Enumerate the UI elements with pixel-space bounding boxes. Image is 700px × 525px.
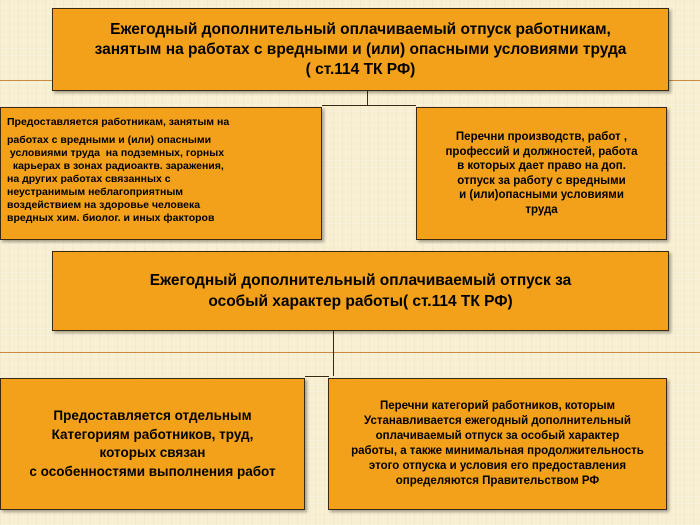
left-upper-line: Предоставляется работникам, занятым на <box>7 116 230 128</box>
left-lower-text <box>29 407 275 481</box>
right-upper-box <box>416 107 667 240</box>
right-lower-line: Перечни категорий работников, которым <box>379 400 616 412</box>
connector-top-branch-left <box>322 105 368 106</box>
right-upper-line: отпуск за работу с вредными <box>457 174 626 187</box>
right-upper-line: Перечни производств, работ , <box>455 131 628 143</box>
left-lower-line: с особенностями выполнения работ <box>29 463 276 479</box>
left-upper-line: работах с вредными и (или) опасными <box>7 134 212 146</box>
connector-bottom-branch <box>305 376 329 377</box>
right-lower-text <box>351 399 644 489</box>
right-lower-line: Устанавливается ежегодный дополнительный <box>364 415 631 427</box>
right-lower-box <box>328 378 667 510</box>
left-upper-line: на других работах связанных с <box>7 173 171 185</box>
left-upper-line: воздействием на здоровье человека <box>7 199 201 211</box>
middle-concept-text <box>150 270 571 312</box>
right-lower-line: работы, а также минимальная продолжительность <box>351 445 644 457</box>
middle-concept-line: особый характер работы( ст.114 ТК РФ) <box>208 293 513 310</box>
right-upper-line: и (или)опасными условиями <box>459 189 624 201</box>
top-concept-line: Ежегодный дополнительный оплачиваемый отпуск работникам, <box>110 20 611 38</box>
left-lower-line: которых связан <box>99 445 206 460</box>
left-upper-line: карьерах в зонах радиоактв. заражения, <box>7 160 224 172</box>
left-lower-line: Категориям работников, труд, <box>51 426 254 442</box>
connector-top-branch-right <box>367 105 416 106</box>
left-upper-line: вредных хим. биолог. и иных факторов <box>7 212 215 224</box>
right-lower-line: определяются Правительством РФ <box>395 475 600 487</box>
left-upper-box <box>0 107 322 240</box>
right-upper-text <box>445 130 637 217</box>
top-concept-line: занятым на работах с вредными и (или) опасными условиями труда <box>94 40 627 58</box>
right-upper-line: профессий и должностей, работа <box>445 145 638 158</box>
right-upper-line: труда <box>525 203 558 216</box>
left-upper-line: неустранимым неблагоприятным <box>7 186 184 198</box>
right-upper-line: в которых дает право на доп. <box>457 160 626 172</box>
right-lower-line: оплачиваемый отпуск за особый характер <box>375 430 620 442</box>
middle-concept-line: Ежегодный дополнительный оплачиваемый отпуск за <box>149 272 572 289</box>
middle-concept-box <box>52 251 669 331</box>
right-lower-line: этого отпуска и условия его предоставления <box>368 460 627 472</box>
decorative-rule-bottom <box>0 352 700 353</box>
left-lower-box <box>0 378 305 510</box>
top-concept-line: ( ст.114 ТК РФ) <box>305 60 416 78</box>
connector-top-stem <box>367 91 368 105</box>
left-upper-line: условиями труда на подземных, горных <box>7 147 225 159</box>
left-lower-line: Предоставляется отдельным <box>53 408 252 423</box>
top-concept-box <box>52 8 669 91</box>
top-concept-text <box>95 20 627 80</box>
connector-bottom-stem <box>333 331 334 376</box>
